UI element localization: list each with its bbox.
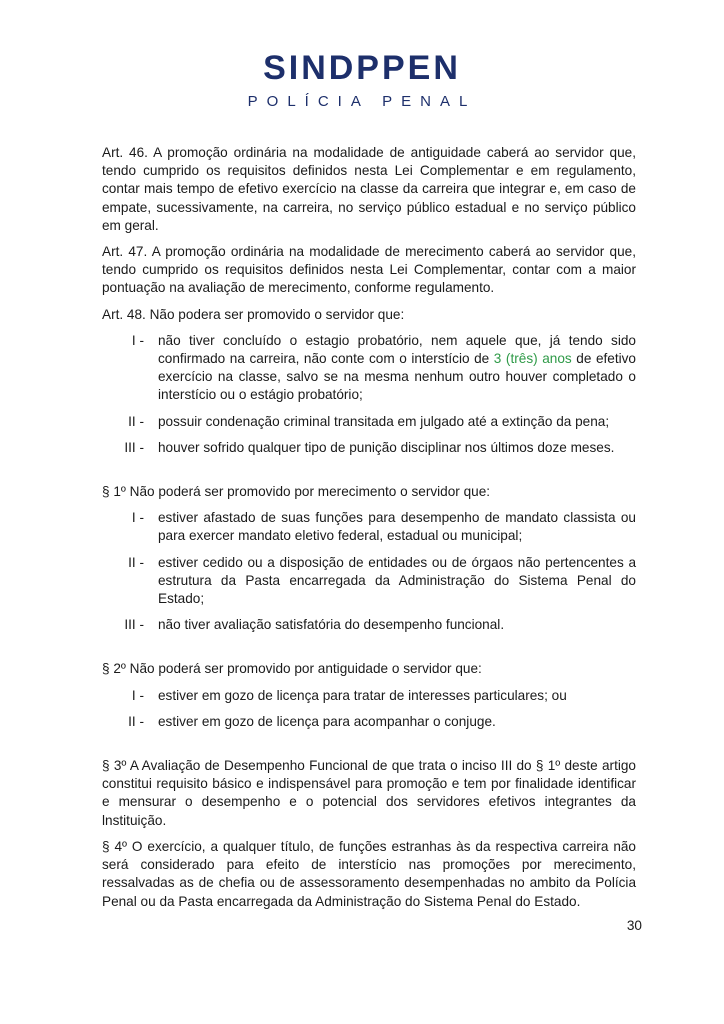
list-item xyxy=(102,616,636,634)
item-number: II - xyxy=(128,713,144,729)
highlighted-term: 3 (três) anos xyxy=(493,351,572,367)
sindppen-logo xyxy=(242,44,482,108)
logo-subtitle-text: POLÍCIA PENAL xyxy=(247,93,477,108)
paragraph-4: § 4º O exercício, a qualquer título, de funções estranhas às da respectiva carreira não será considerado para efeito de interstício nas promoções por merecimento, ressalvadas as de chefia ou de assessoramento desempenhadas no ambito da Polícia Penal ou da Pasta encarregada da Administração do Sistema Penal do Estado. xyxy=(102,838,636,909)
paragraph-3: § 3º A Avaliação de Desempenho Funcional de que trata o inciso III do § 1º deste artigo constitui requisito básico e indispensável para promoção e tem por finalidade identificar e mensurar o desempenho e o potencial dos servidores efetivos integrantes da lnstituição. xyxy=(102,758,636,828)
document-body xyxy=(102,144,636,919)
paragraph-2-list xyxy=(102,687,636,731)
page-number: 30 xyxy=(626,918,642,933)
item-number: III - xyxy=(124,617,144,633)
article-47: Art. 47. A promoção ordinária na modalidade de merecimento caberá ao servidor que, tendo cumprido os requisitos definidos nesta Lei Complementar, contar com a maior pontuação na avaliação de merecimento, conforme regulamento. xyxy=(102,244,636,296)
paragraph-1-list xyxy=(102,509,636,634)
item-text: estiver em gozo de licença para acompanhar o conjuge. xyxy=(158,713,496,729)
list-item xyxy=(102,713,636,731)
item-text: estiver cedido ou a disposição de entidades ou de órgaos não pertencentes a estrutura da Pasta encarregada da Administração do Sistema Penal do Estado; xyxy=(158,554,636,607)
item-number: II - xyxy=(128,413,144,429)
paragraph-2: § 2º Não poderá ser promovido por antiguidade o servidor que: xyxy=(102,661,482,677)
item-text: houver sofrido qualquer tipo de punição disciplinar nos últimos doze meses. xyxy=(158,439,615,455)
item-text: não tiver avaliação satisfatória do desempenho funcional. xyxy=(158,617,505,633)
item-text: estiver em gozo de licença para tratar de interesses particulares; ou xyxy=(158,687,567,703)
list-item xyxy=(102,439,636,457)
item-text: não tiver concluído o estagio probatório, nem aquele que, já tendo sido confirmado na carreira, não conte com o interstício de xyxy=(158,332,636,367)
item-number: I - xyxy=(131,332,144,348)
list-item xyxy=(102,332,636,405)
item-number: III - xyxy=(124,439,144,455)
list-item xyxy=(102,687,636,705)
item-text: possuir condenação criminal transitada em julgado até a extinção da pena; xyxy=(158,413,610,429)
item-text: de efetivo exercício na classe, salvo se na mesma nenhum outro houver completado o interstício ou o estágio probatório; xyxy=(158,351,636,403)
item-number: II - xyxy=(128,554,144,570)
header-logo xyxy=(0,44,724,108)
article-46: Art. 46. A promoção ordinária na modalidade de antiguidade caberá ao servidor que, tendo cumprido os requisitos definidos nesta Lei Complementar e em regulamento, contar mais tempo de efetivo exercício na classe da carreira que integrar e, em caso de empate, sucessivamente, na carreira, no serviço público estadual e no serviço público em geral. xyxy=(102,145,636,233)
paragraph-1: § 1º Não poderá ser promovido por merecimento o servidor que: xyxy=(102,484,491,500)
list-item xyxy=(102,554,636,609)
item-text: estiver afastado de suas funções para desempenho de mandato classista ou para exercer mandato eletivo federal, estadual ou municipal; xyxy=(158,510,636,544)
item-number: I - xyxy=(131,510,144,526)
article-48: Art. 48. Não podera ser promovido o servidor que: xyxy=(102,306,405,322)
list-item xyxy=(102,413,636,431)
item-number: I - xyxy=(131,687,144,703)
logo-brand-text: SINDPPEN xyxy=(263,49,461,87)
article-48-list xyxy=(102,332,636,457)
list-item xyxy=(102,509,636,545)
